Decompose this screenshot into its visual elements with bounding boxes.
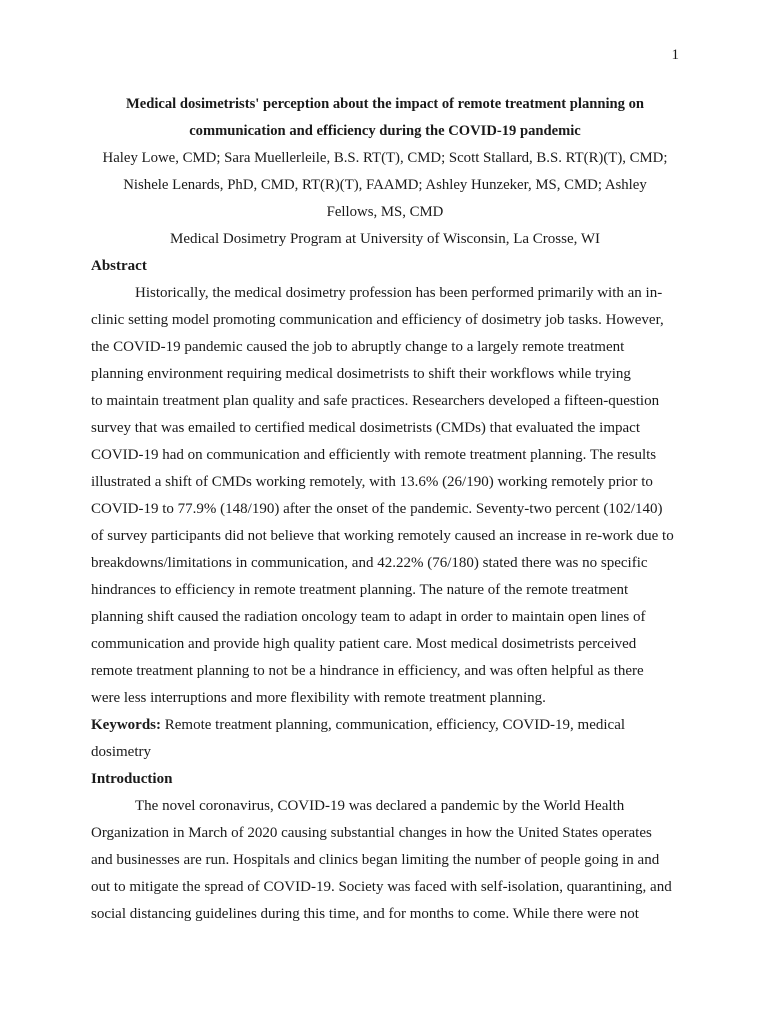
keywords-label: Keywords: [91, 717, 161, 733]
title-line: communication and efficiency during the COVID-19 pandemic [189, 123, 581, 139]
author-line: Haley Lowe, CMD; Sara Muellerleile, B.S. RT(T), CMD; Scott Stallard, B.S. RT(R)(T), CMD; [102, 150, 668, 166]
abstract-line: clinic setting model promoting communication and efficiency of dosimetry job tasks. However, [91, 312, 664, 328]
abstract-line: planning environment requiring medical dosimetrists to shift their workflows while trying [91, 366, 631, 382]
abstract-line: remote treatment planning to not be a hindrance in efficiency, and was often helpful as there [91, 663, 644, 679]
abstract-line: illustrated a shift of CMDs working remotely, with 13.6% (26/190) working remotely prior to [91, 474, 653, 490]
abstract-line: were less interruptions and more flexibility with remote treatment planning. [91, 690, 546, 706]
introduction-heading: Introduction [91, 771, 173, 787]
introduction-text [91, 793, 679, 928]
abstract-line: of survey participants did not believe that working remotely caused an increase in re-work due to [91, 528, 674, 544]
title-line: Medical dosimetrists' perception about the impact of remote treatment planning on [125, 96, 645, 112]
abstract-line: Historically, the medical dosimetry profession has been performed primarily with an in- [135, 285, 663, 301]
abstract-line: COVID-19 had on communication and efficiently with remote treatment planning. The results [91, 447, 657, 463]
author-line: Fellows, MS, CMD [326, 204, 444, 220]
keywords-line: dosimetry [91, 744, 151, 760]
abstract-line: survey that was emailed to certified medical dosimetrists (CMDs) that evaluated the impact [91, 420, 641, 436]
abstract-line: to maintain treatment plan quality and safe practices. Researchers developed a fifteen-question [91, 393, 660, 409]
introduction-line: social distancing guidelines during this time, and for months to come. While there were not [91, 906, 639, 922]
abstract-line: hindrances to efficiency in remote treatment planning. The nature of the remote treatment [91, 582, 629, 598]
introduction-line: out to mitigate the spread of COVID-19. Society was faced with self-isolation, quarantining, and [91, 879, 672, 895]
abstract-line: COVID-19 to 77.9% (148/190) after the onset of the pandemic. Seventy-two percent (102/140) [91, 501, 663, 517]
introduction-line: and businesses are run. Hospitals and clinics began limiting the number of people going in and [91, 852, 660, 868]
keywords [91, 712, 679, 766]
introduction-line: The novel coronavirus, COVID-19 was declared a pandemic by the World Health [135, 798, 625, 814]
keywords-text: Remote treatment planning, communication, efficiency, COVID-19, medical [161, 717, 626, 733]
affiliation: Medical Dosimetry Program at University of Wisconsin, La Crosse, WI [169, 231, 600, 247]
author-list [91, 145, 679, 226]
abstract-line: planning shift caused the radiation oncology team to adapt in order to maintain open lines of [91, 609, 646, 625]
abstract-line: communication and provide high quality patient care. Most medical dosimetrists perceived [91, 636, 637, 652]
paper-body [91, 91, 679, 928]
abstract-line: breakdowns/limitations in communication, and 42.22% (76/180) stated there was no specific [91, 555, 648, 571]
keywords-line [91, 712, 679, 739]
paper-title [91, 91, 679, 145]
author-line: Nishele Lenards, PhD, CMD, RT(R)(T), FAAMD; Ashley Hunzeker, MS, CMD; Ashley [123, 177, 647, 193]
abstract-heading: Abstract [91, 258, 147, 274]
abstract-text [91, 280, 679, 712]
page-number: 1 [671, 47, 679, 63]
introduction-line: Organization in March of 2020 causing substantial changes in how the United States operates [91, 825, 652, 841]
abstract-line: the COVID-19 pandemic caused the job to abruptly change to a largely remote treatment [91, 339, 625, 355]
